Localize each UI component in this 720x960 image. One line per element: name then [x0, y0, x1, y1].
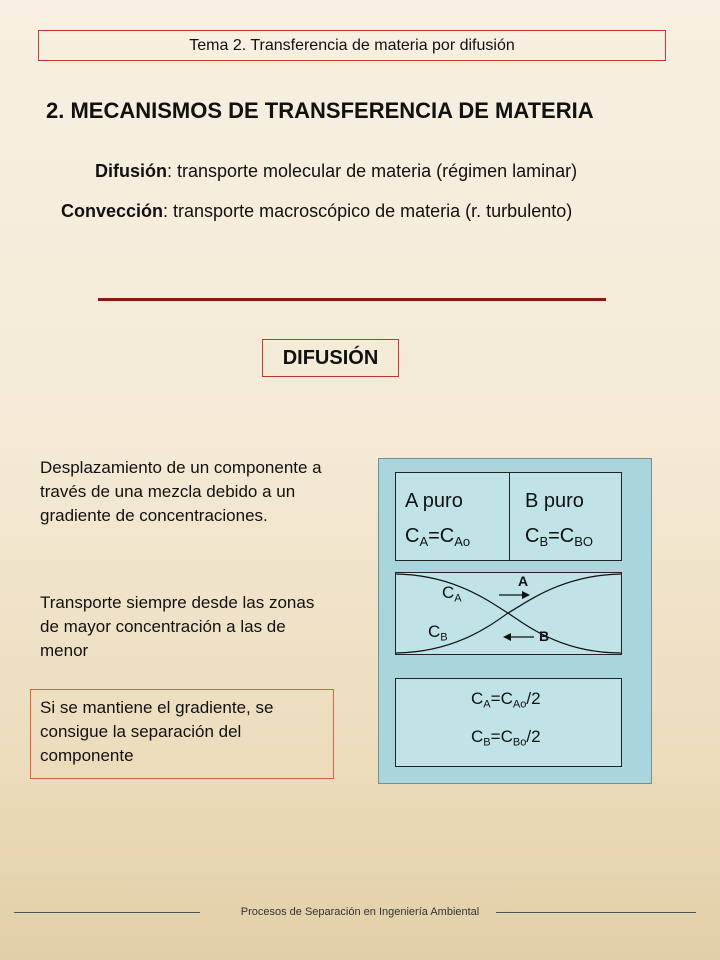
diagram-equilibrium-state	[395, 678, 622, 767]
section-title: 2. MECANISMOS DE TRANSFERENCIA DE MATERIA	[46, 98, 594, 123]
paragraph-desplazamiento: Desplazamiento de un componente a través de una mezcla debido a un gradiente de concentraciones.	[40, 458, 322, 525]
eq-cb-initial: $C_B=C_{BO}$	[525, 525, 594, 549]
arrow-b-label: B	[539, 628, 550, 644]
arrow-a-head	[522, 591, 530, 599]
eq-ca-initial: $C_A=C_{Ao}$	[405, 525, 471, 549]
definition-conveccion	[61, 201, 572, 222]
definition-text: : transporte molecular de materia (régimen laminar)	[167, 161, 578, 181]
label-cb: $C_B$	[428, 622, 448, 644]
difusion-label-box	[262, 339, 399, 377]
paragraph-transporte: Transporte siempre desde las zonas de mayor concentración a las de menor	[40, 593, 315, 660]
definition-difusion	[95, 161, 577, 182]
definition-text: : transporte macroscópico de materia (r. turbulento)	[163, 201, 573, 221]
diagram-diffusing-state	[395, 572, 622, 655]
label-b-puro: B puro	[525, 490, 584, 512]
arrow-a-label: A	[518, 573, 529, 589]
diagram-initial-state	[395, 472, 622, 561]
header-title-box	[38, 30, 666, 61]
definition-term: Convección	[61, 201, 164, 221]
diffusion-diagram	[378, 458, 652, 784]
arrow-b-head	[503, 633, 511, 641]
header-title: Tema 2. Transferencia de materia por difusión	[189, 36, 515, 54]
highlight-box	[30, 689, 334, 779]
label-a-puro: A puro	[405, 490, 463, 512]
divider-line	[98, 298, 606, 301]
highlight-text: Si se mantiene el gradiente, se consigue la separación del componente	[40, 698, 274, 765]
definition-term: Difusión	[95, 161, 167, 181]
separator-line	[509, 473, 510, 560]
eq-ca-final: $C_A=C_{Ao}/2$	[471, 689, 541, 711]
difusion-label: DIFUSIÓN	[282, 346, 379, 369]
label-ca: $C_A$	[442, 583, 462, 605]
eq-cb-final: $C_B=C_{Bo}/2$	[471, 727, 541, 749]
footer-text: Procesos de Separación en Ingeniería Ambiental	[240, 906, 480, 918]
